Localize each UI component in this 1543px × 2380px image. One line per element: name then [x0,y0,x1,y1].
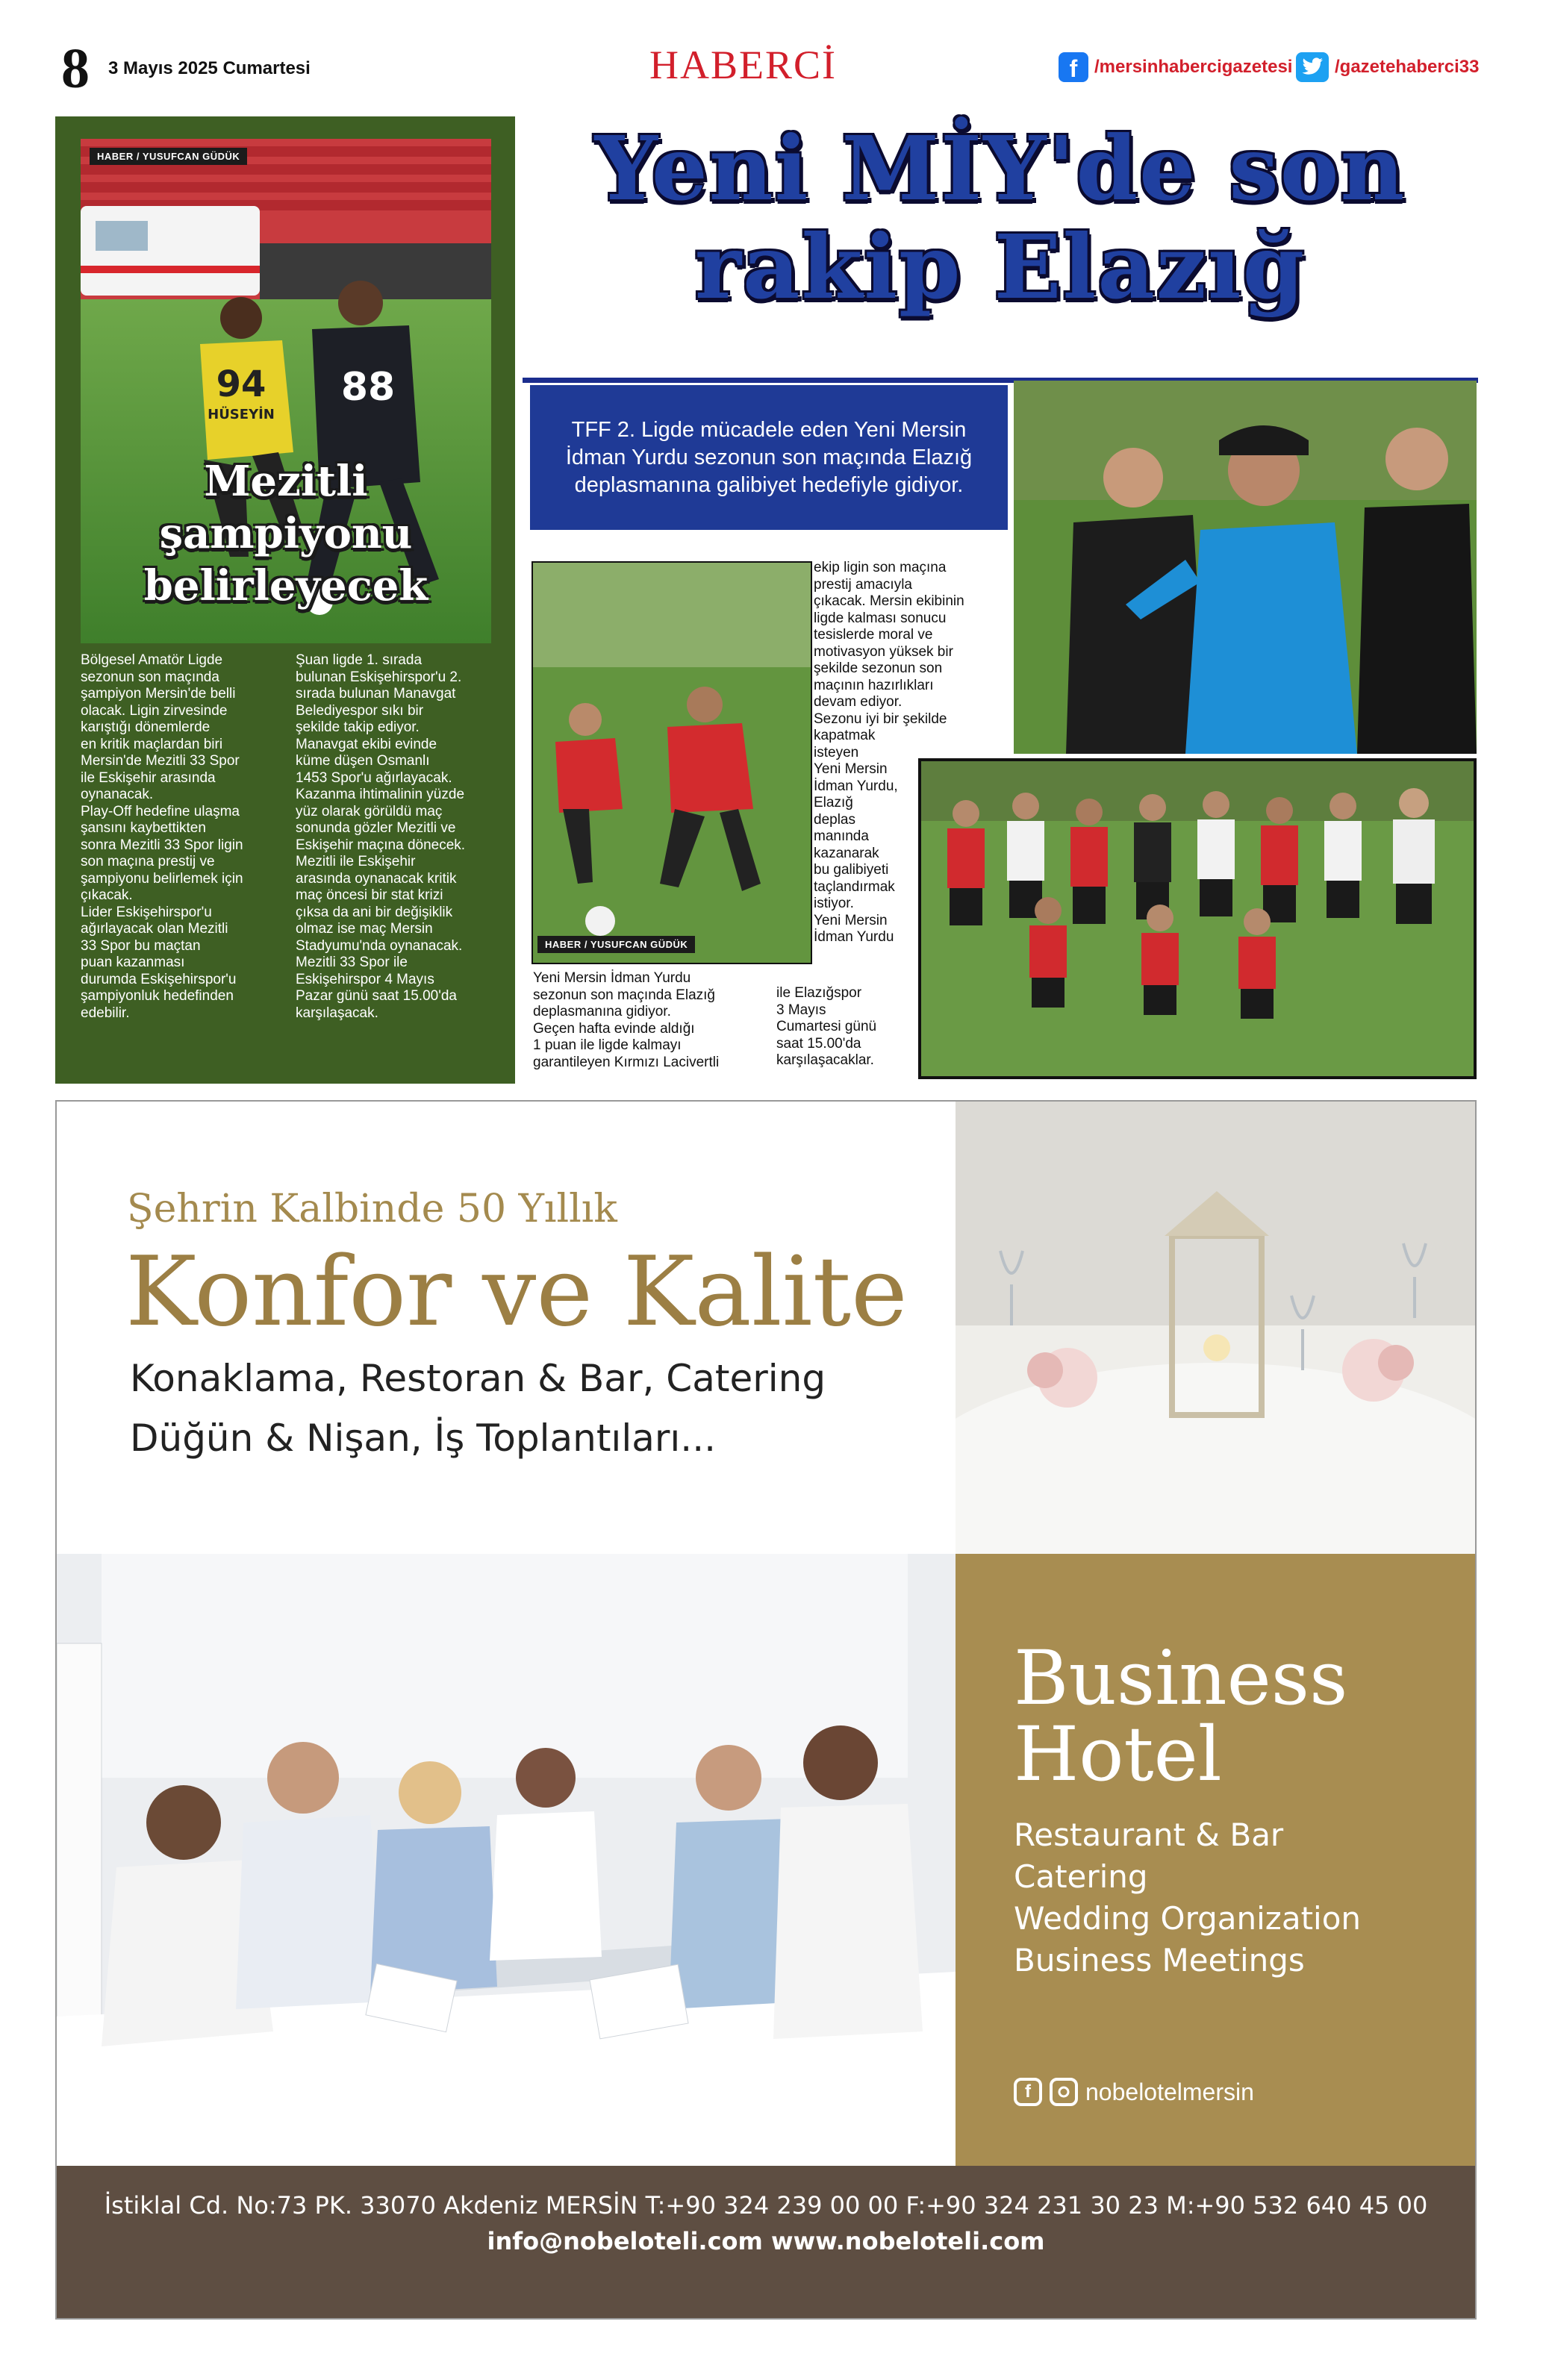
ad-services-line-2: Düğün & Nişan, İş Toplantıları... [130,1417,716,1460]
instagram-icon [1050,2078,1078,2106]
photo-credit: HABER / YUSUFCAN GÜDÜK [90,148,247,165]
story-summary-box [530,385,1008,530]
jersey-number-yellow: 94 [216,363,266,405]
hotel-social[interactable] [1014,2078,1254,2106]
ad-title: Konfor ve Kalite [125,1237,908,1348]
twitter-handle: /gazetehaberci33 [1335,57,1480,77]
jersey-number-dark: 88 [340,365,396,410]
coach-photo [1014,381,1477,754]
left-story-headline [81,455,491,612]
newspaper-name: HABERCİ [649,43,838,87]
issue-date: 3 Mayıs 2025 Cumartesi [108,58,311,78]
business-meeting-photo [57,1554,956,2166]
headline-line: belirleyecek [143,561,428,610]
facebook-icon: f [1014,2078,1042,2106]
service-meetings: Business Meetings [1014,1942,1305,1978]
wedding-table-photo [956,1102,1475,1554]
headline-line: şampiyonu [159,509,413,558]
photo-credit: HABER / YUSUFCAN GÜDÜK [537,936,695,953]
hotel-social-handle: nobelotelmersin [1085,2078,1254,2105]
main-story-column-1: Yeni Mersin İdman Yurdu sezonun son maçında Elazığ deplasmanına gidiyor. Geçen hafta evinde aldığı 1 puan ile ligde kalmayı garantileyen Kırmızı Lacivertli [533,970,720,1070]
contact-address-phones: İstiklal Cd. No:73 PK. 33070 Akdeniz MERSİN T:+90 324 239 00 00 F:+90 324 231 30 23 M:+90 532 640 45 00 [104,2191,1428,2220]
main-story-column-2-end: ile Elazığspor 3 Mayıs Cumartesi günü saat 15.00'da karşılaşacaklar. [776,985,877,1068]
left-story-column-1: Bölgesel Amatör Ligde sezonun son maçında şampiyon Mersin'de belli olacak. Ligin zirvesinde karıştığı dönemlerde en kritik maçlardan biri Mersin'de Mezitli 33 Spor ile Eskişehir arasında oynanacak. Play-Off hedefine ulaşma şansını kaybettikten sonra Mezitli 33 Spor ligin son maçına prestij ve şampiyonu belirlemek için çıkacak. Lider Eskişehirspor'u ağırlayacak olan Mezitli 33 Spor bu maçtan puan kazanması durumda Eskişehirspor'u şampiyonluk hedefinden edebilir. [81,652,243,1021]
business-hotel-title [1014,1634,1348,1798]
left-story-column-2: Şuan ligde 1. sırada bulunan Eskişehirspor'u 2. sırada bulunan Manavgat Belediyespor sıkı bir şekilde takip ediyor. Manavgat ekibi evinde küme düşen Osmanlı 1453 Spor'u ağırlayacak. Kazanma ihtimalinin yüzde yüz olarak görüldü maç sonunda gözler Mezitli ve Eskişehir maçına dönecek. Mezitli ile Eskişehir arasında oynanacak kritik maç öncesi bir stat krizi çıksa da ani bir değişiklik olmaz ise maç Mersin Stadyumu'nda oynanacak. Mezitli 33 Spor ile Eskişehirspor 4 Mayıs Pazar günü saat 15.00'da karşılaşacak. [296,652,466,1021]
twitter-link[interactable] [1296,52,1479,82]
team-photo [918,758,1477,1079]
facebook-icon: f [1059,52,1088,82]
business-hotel-line-1: Business [1014,1634,1348,1722]
facebook-link[interactable] [1059,52,1292,82]
main-headline-line-2: rakip Elazığ [694,215,1306,319]
page-number: 8 [61,37,90,100]
main-headline [515,116,1486,319]
service-wedding: Wedding Organization [1014,1900,1362,1937]
twitter-icon [1296,52,1329,82]
story-summary: TFF 2. Ligde mücadele eden Yeni Mersin İdman Yurdu sezonun son maçında Elazığ deplasmanına galibiyet hedefiyle gidiyor. [565,417,973,497]
service-restaurant-bar: Restaurant & Bar [1014,1817,1284,1853]
main-headline-line-1: Yeni MİY'de son [594,116,1406,220]
ad-services-line-1: Konaklama, Restoran & Bar, Catering [130,1357,826,1400]
headline-line: Mezitli [204,457,368,506]
training-photo [532,561,812,964]
facebook-handle: /mersinhabercigazetesi [1094,57,1293,77]
jersey-name: HÜSEYİN [208,407,275,422]
service-catering: Catering [1014,1858,1148,1895]
business-hotel-line-2: Hotel [1014,1711,1222,1798]
main-story-column-2: ekip ligin son maçına prestij amacıyla çıkacak. Mersin ekibinin ligde kalması sonucu tesislerde moral ve motivasyon yüksek bir şekilde sezonun son maçının hazırlıkları devam ediyor. Sezonu iyi bir şekilde kapatmak isteyen Yeni Mersin İdman Yurdu, Elazığ deplas manında kazanarak bu galibiyeti taçlandırmak istiyor. Yeni Mersin İdman Yurdu [814,560,964,945]
contact-email-web[interactable]: info@nobeloteli.com www.nobeloteli.com [487,2227,1045,2255]
ad-subtitle: Şehrin Kalbinde 50 Yıllık [127,1187,617,1231]
